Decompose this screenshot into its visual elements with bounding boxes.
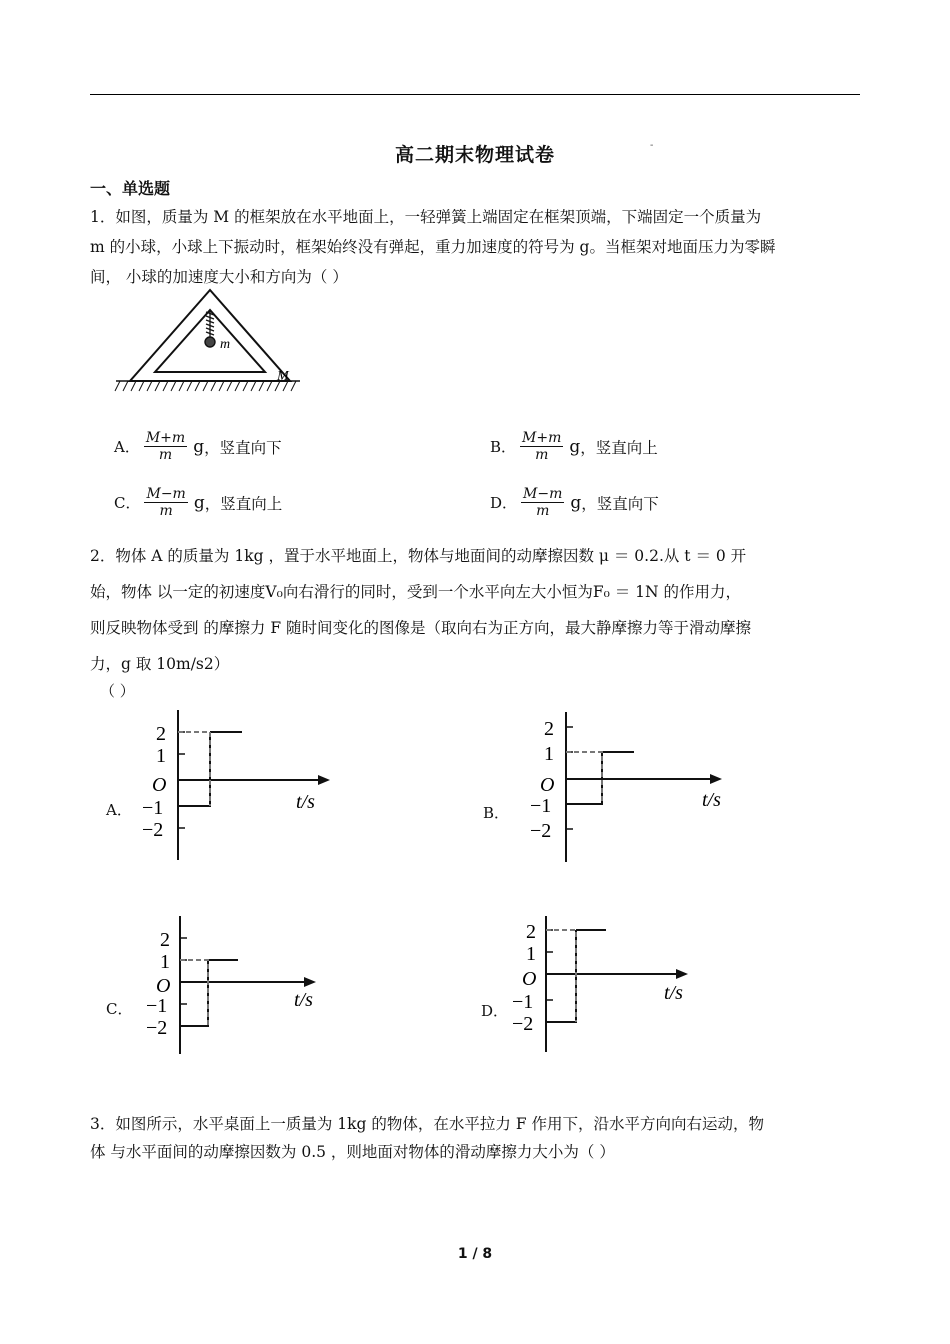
tick-label: −1 (530, 795, 552, 817)
ball-label: m (220, 337, 231, 352)
page-number: 1 / 8 (457, 1246, 493, 1262)
tick-label: 1 (544, 743, 554, 765)
x-arrow-icon (304, 977, 316, 987)
ground-hatch (115, 381, 296, 391)
fraction: $\frac{M-m}{m}$ (523, 486, 563, 519)
x-arrow-icon (676, 969, 688, 979)
fraction: $\frac{M+m}{m}$ (145, 430, 186, 463)
graph-b[interactable] (526, 708, 736, 864)
graph-c[interactable] (142, 912, 342, 1057)
x-axis-label: t/s (294, 989, 313, 1011)
tick-label: −1 (142, 797, 164, 819)
tick-label: 2 (526, 921, 536, 943)
q2-line-2: 始，物体 以一定的初速度V₀向右滑行的同时，受到一个水平向左大小恒为F₀ ＝ 1N 的作用力， (90, 583, 742, 601)
tick-label: 1 (526, 943, 536, 965)
x-axis-label: t/s (296, 791, 315, 813)
q3-line-1: 3．如图所示，水平桌面上一质量为 1kg 的物体，在水平拉力 F 作用下，沿水平方向向右运动，物 (90, 1115, 765, 1133)
tick-label: −2 (512, 1013, 534, 1035)
q3-line-2: 体 与水平面间的动摩擦因数为 0.5 ，则地面对物体的滑动摩擦力大小为（ ） (90, 1143, 615, 1161)
graph-b-label[interactable]: B． (483, 804, 510, 822)
tick-label: −2 (146, 1017, 168, 1039)
tick-label: O (156, 975, 171, 997)
q1-option-b[interactable]: B． $\frac{M+m}{m}$ g ，竖直向上 (490, 430, 658, 463)
x-arrow-icon (710, 774, 722, 784)
stray-mark: - (650, 140, 654, 151)
graph-a[interactable] (138, 706, 348, 862)
q1-option-a[interactable]: A． $\frac{M+m}{m}$ g ，竖直向下 (114, 430, 282, 463)
tick-label: O (152, 774, 167, 796)
tick-label: 2 (156, 723, 166, 745)
q1-option-c[interactable]: C． $\frac{M-m}{m}$ g ，竖直向上 (114, 486, 283, 519)
tick-label: −1 (146, 995, 168, 1017)
question-2 (90, 538, 862, 682)
q2-line-4: 力，g 取 10m/s2） (90, 655, 230, 673)
tick-label: O (540, 774, 555, 796)
section-title: 一、单选题 (90, 179, 171, 198)
q1-line-1: 1．如图，质量为 M 的框架放在水平地面上，一轻弹簧上端固定在框架顶端，下端固定一个质量为 (90, 208, 762, 226)
q2-answer-blank: （ ） (100, 682, 135, 700)
graph-a-label[interactable]: A． (106, 801, 132, 819)
q1-frame-figure (110, 288, 310, 398)
tick-label: 1 (156, 745, 166, 767)
question-3 (90, 1110, 862, 1166)
question-1 (90, 202, 862, 292)
q2-line-1: 2．物体 A 的质量为 1kg ，置于水平地面上，物体与地面间的动摩擦因数 μ ＝ 0.2.从 t ＝ 0 开 (90, 547, 747, 565)
graph-d[interactable] (508, 912, 708, 1057)
q1-line-2: m 的小球，小球上下振动时，框架始终没有弹起，重力加速度的符号为 g。当框架对地面压力为零瞬 (90, 238, 776, 256)
fraction: $\frac{M+m}{m}$ (522, 430, 562, 463)
page-title: 高二期末物理试卷 (394, 144, 555, 166)
fraction: $\frac{M-m}{m}$ (146, 486, 186, 519)
header-rule (90, 94, 860, 95)
graph-c-label[interactable]: C． (106, 1000, 133, 1018)
tick-label: 2 (544, 718, 554, 740)
frame-label: M (277, 369, 289, 384)
ball-icon (205, 337, 215, 347)
tick-label: −2 (530, 820, 552, 842)
tick-label: O (522, 968, 537, 990)
q1-line-3: 间， 小球的加速度大小和方向为（ ） (90, 268, 348, 286)
tick-label: −2 (142, 819, 164, 841)
q1-option-d[interactable]: D． $\frac{M-m}{m}$ g ，竖直向下 (490, 486, 659, 519)
graph-d-label[interactable]: D． (481, 1002, 509, 1020)
tick-label: 1 (160, 951, 170, 973)
x-axis-label: t/s (702, 789, 721, 811)
q2-line-3: 则反映物体受到 的摩擦力 F 随时间变化的图像是（取向右为正方向，最大静摩擦力等于滑动摩擦 (90, 619, 752, 637)
tick-label: 2 (160, 929, 170, 951)
tick-label: −1 (512, 991, 534, 1013)
x-arrow-icon (318, 775, 330, 785)
x-axis-label: t/s (664, 982, 683, 1004)
